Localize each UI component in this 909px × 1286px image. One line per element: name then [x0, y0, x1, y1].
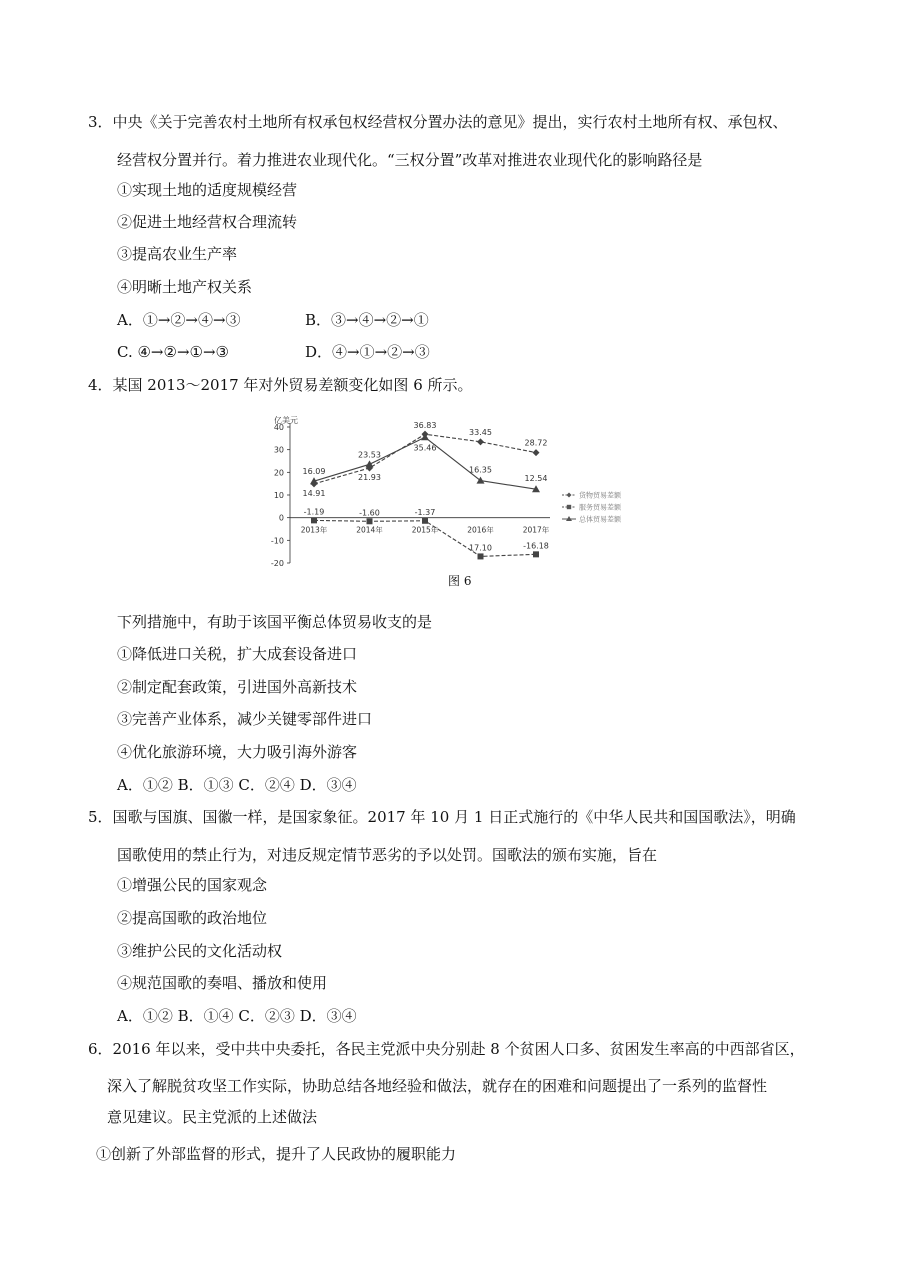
y-tick-label: -10 — [270, 536, 284, 546]
data-point-square — [311, 517, 317, 523]
data-label: 33.45 — [469, 427, 492, 437]
data-label: 23.53 — [358, 450, 381, 460]
legend-label: 货物贸易差额 — [579, 491, 621, 500]
q3-option-d: D．④→①→②→③ — [305, 343, 430, 361]
q4-item-2: ②制定配套政策，引进国外高新技术 — [117, 678, 358, 696]
q3-item-4: ④明晰土地产权关系 — [117, 278, 253, 296]
q6-stem-line2: 深入了解脱贫攻坚工作实际，协助总结各地经验和做法，就存在的困难和问题提出了一系列的监督性 — [107, 1077, 768, 1095]
y-tick-label: 20 — [273, 468, 284, 478]
data-label: 16.35 — [469, 465, 492, 475]
data-label: 17.10 — [469, 543, 492, 553]
q5-options: A．①② B．①④ C．②③ D．③④ — [117, 1007, 357, 1025]
x-tick-label: 2014年 — [356, 525, 383, 535]
y-tick-label: 10 — [273, 491, 284, 500]
x-tick-label: 2013年 — [300, 525, 328, 535]
y-axis-label: 亿美元 — [274, 416, 298, 425]
q4-item-4: ④优化旅游环境，大力吸引海外游客 — [117, 743, 358, 761]
x-tick-label: 2016年 — [467, 525, 494, 535]
q4-stem: 4．某国 2013～2017 年对外贸易差额变化如图 6 所示。 — [88, 376, 473, 394]
q4-item-3: ③完善产业体系，减少关键零部件进口 — [117, 710, 373, 728]
data-label: -16.18 — [523, 541, 549, 551]
q3-option-a: A．①→②→④→③ — [117, 311, 241, 329]
q4-question: 下列措施中，有助于该国平衡总体贸易收支的是 — [117, 613, 433, 631]
q6-item-1: ①创新了外部监督的形式，提升了人民政协的履职能力 — [96, 1145, 457, 1163]
q3-option-b: B．③→④→②→① — [305, 311, 429, 329]
y-tick-label: 40 — [273, 423, 284, 432]
data-point-diamond — [477, 438, 484, 445]
data-label: 16.09 — [302, 467, 326, 477]
trade-balance-chart-svg — [250, 415, 621, 575]
figure-caption: 图 6 — [448, 574, 472, 588]
data-label: 14.91 — [302, 488, 326, 498]
legend-label: 总体贸易差额 — [579, 515, 621, 524]
q3-stem-line1: 3．中央《关于完善农村土地所有权承包权经营权分置办法的意见》提出，实行农村土地所有权、承包权、 — [88, 113, 788, 131]
data-point-square — [367, 518, 373, 524]
data-point-diamond — [533, 449, 540, 456]
data-label: -1.19 — [303, 507, 325, 517]
q5-item-3: ③维护公民的文化活动权 — [117, 942, 283, 960]
data-label: -1.37 — [414, 507, 436, 517]
data-point-square — [533, 551, 539, 557]
data-label: 35.46 — [413, 443, 437, 453]
legend-label: 服务贸易差额 — [579, 503, 621, 512]
q3-stem-line2: 经营权分置并行。着力推进农业现代化。“三权分置”改革对推进农业现代化的影响路径是 — [117, 151, 703, 169]
legend-marker-square — [567, 505, 571, 509]
data-label: 21.93 — [358, 472, 381, 482]
y-tick-label: 0 — [278, 513, 284, 523]
y-tick-label: 30 — [273, 445, 284, 455]
data-point-triangle — [366, 460, 374, 467]
data-label: 12.54 — [524, 474, 548, 484]
x-tick-label: 2015年 — [411, 525, 439, 535]
q3-item-1: ①实现土地的适度规模经营 — [117, 181, 298, 199]
data-point-triangle — [477, 477, 485, 484]
y-tick-label: -20 — [270, 559, 284, 568]
q4-item-1: ①降低进口关税，扩大成套设备进口 — [117, 645, 358, 663]
data-point-square — [422, 518, 428, 524]
data-label: 36.83 — [413, 421, 437, 431]
q3-item-2: ②促进土地经营权合理流转 — [117, 213, 298, 231]
trade-balance-chart — [250, 415, 621, 575]
q5-item-1: ①增强公民的国家观念 — [117, 876, 268, 894]
q6-stem-line1: 6．2016 年以来，受中共中央委托，各民主党派中央分别赴 8 个贫困人口多、贫困发生率高的中西部省区， — [88, 1040, 805, 1058]
data-label: -1.60 — [359, 508, 380, 518]
x-tick-label: 2017年 — [522, 525, 550, 535]
q3-option-c: C. ④→②→①→③ — [117, 343, 229, 361]
q3-item-3: ③提高农业生产率 — [117, 245, 238, 263]
q5-item-4: ④规范国歌的奏唱、播放和使用 — [117, 974, 328, 992]
data-point-square — [478, 553, 484, 559]
q4-options: A．①② B．①③ C．②④ D．③④ — [117, 776, 357, 794]
q5-stem-line1: 5．国歌与国旗、国徽一样，是国家象征。2017 年 10 月 1 日正式施行的《中华人民共和国国歌法》，明确 — [88, 808, 796, 826]
series-line-1 — [314, 434, 536, 484]
data-label: 28.72 — [524, 438, 548, 448]
q5-stem-line2: 国歌使用的禁止行为，对违反规定情节恶劣的予以处罚。国歌法的颁布实施，旨在 — [117, 846, 658, 864]
q5-item-2: ②提高国歌的政治地位 — [117, 909, 268, 927]
legend-marker-diamond — [567, 493, 572, 498]
q6-stem-line3: 意见建议。民主党派的上述做法 — [107, 1108, 318, 1126]
